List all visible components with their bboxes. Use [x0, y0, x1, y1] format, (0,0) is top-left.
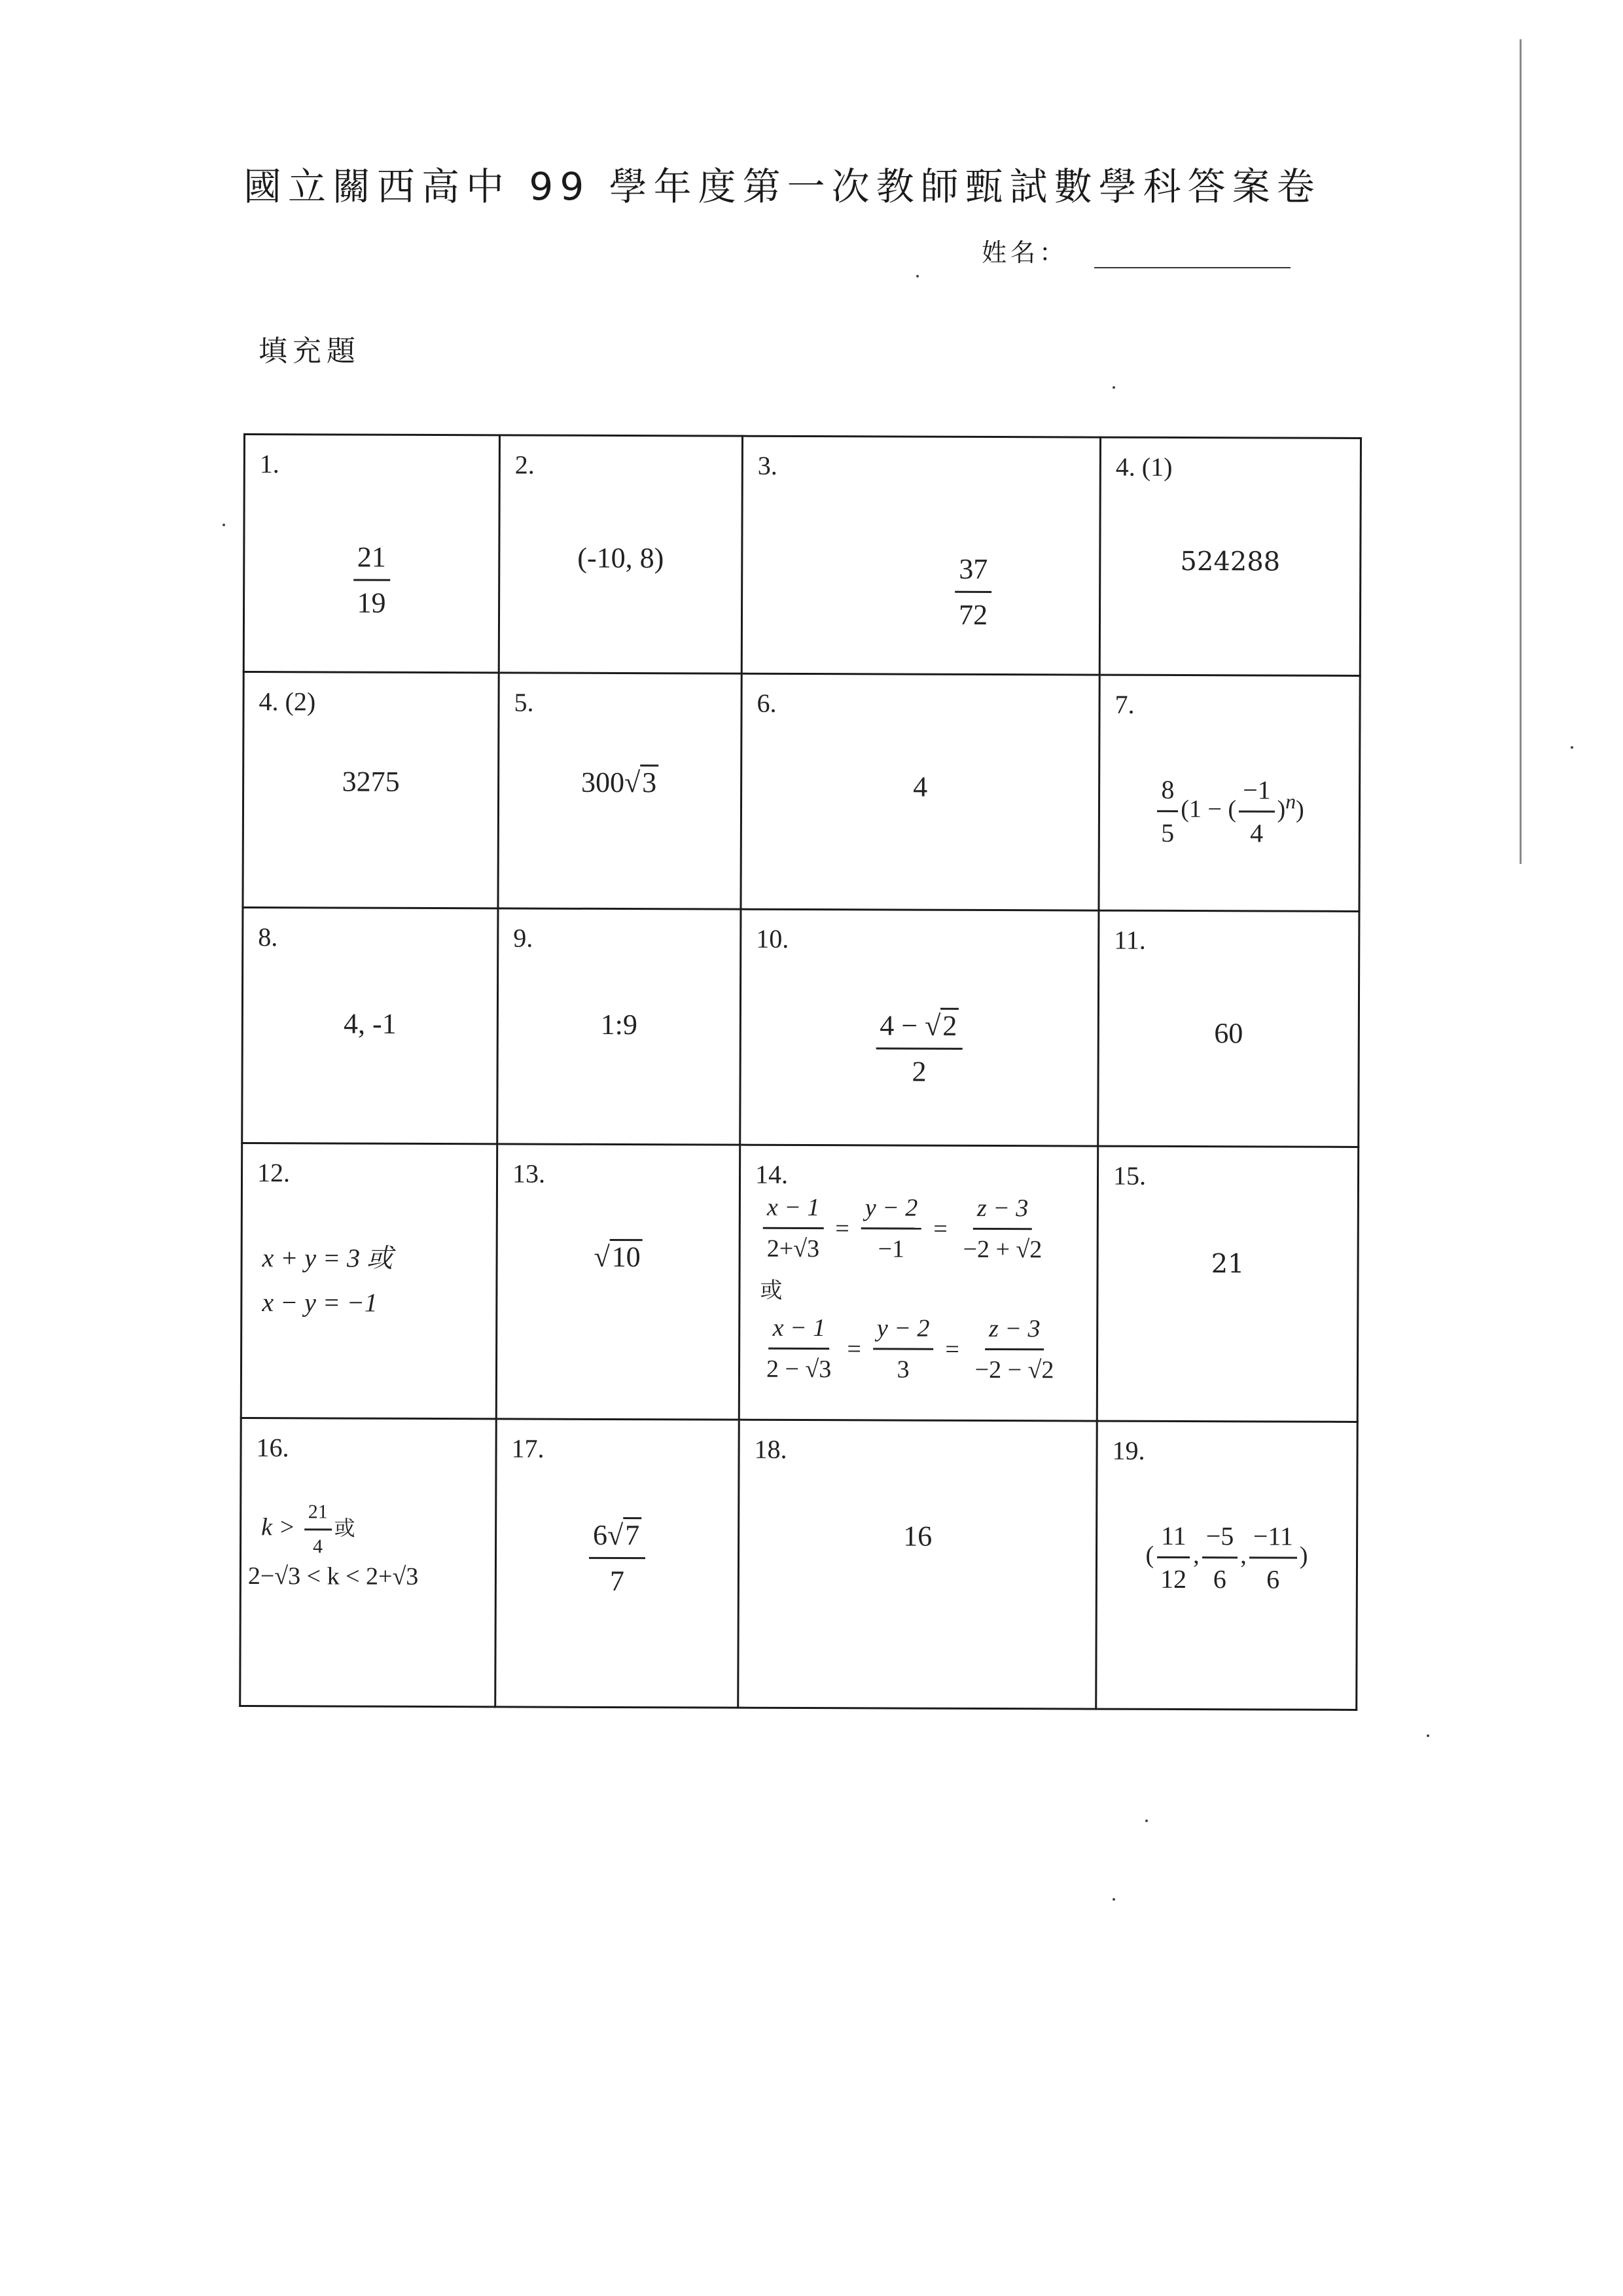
answer-cell-17 — [495, 1419, 740, 1708]
question-number: 2. — [514, 450, 535, 480]
answer-cell-8 — [242, 908, 498, 1144]
question-number: 18. — [754, 1434, 787, 1464]
denominator: 2 — [912, 1055, 927, 1088]
numerator: −1 — [1239, 774, 1275, 812]
denominator: 19 — [357, 586, 386, 619]
numerator: z − 3 — [985, 1314, 1044, 1350]
scan-speck — [1113, 386, 1115, 389]
numerator: 8 — [1157, 774, 1178, 812]
answer-value: 4, -1 — [343, 1007, 397, 1040]
question-number: 12. — [257, 1158, 291, 1188]
answer-line: x − y = −1 — [262, 1287, 378, 1318]
numerator: x − 1 — [763, 1193, 824, 1229]
denominator: 6 — [1213, 1564, 1226, 1594]
answer-cell-19 — [1096, 1421, 1358, 1710]
answer-value — [847, 552, 1099, 632]
scan-speck — [1113, 1898, 1115, 1901]
answer-cell-9 — [497, 908, 741, 1145]
answer-value — [245, 540, 498, 620]
answer-cell-7 — [1099, 675, 1360, 911]
radicand: 2 — [940, 1008, 959, 1042]
name-blank-line[interactable] — [1094, 234, 1291, 268]
answer-value — [248, 1501, 495, 1591]
answer-value: (-10, 8) — [577, 541, 664, 575]
answer-cell-12 — [241, 1143, 497, 1418]
question-number: 15. — [1113, 1160, 1147, 1191]
numerator: z − 3 — [973, 1194, 1033, 1230]
question-number: 9. — [513, 923, 533, 953]
denominator: 5 — [1161, 817, 1175, 848]
inequality-prefix: k > — [261, 1513, 296, 1541]
question-number: 10. — [756, 924, 789, 954]
question-number: 5. — [514, 687, 534, 717]
table-row — [241, 1143, 1358, 1422]
name-label: 姓名： — [982, 238, 1069, 267]
expression-part: (1 − — [1181, 795, 1222, 823]
answer-cell-4-1 — [1099, 437, 1361, 675]
numerator: x − 1 — [769, 1314, 830, 1350]
answer-cell-6 — [741, 673, 1099, 910]
radicand: 3 — [640, 764, 658, 798]
denominator: 2+√3 — [766, 1234, 820, 1263]
coefficient: 6 — [592, 1518, 608, 1551]
answer-value — [497, 1518, 738, 1598]
question-number: 6. — [757, 688, 777, 718]
answer-value: 60 — [1214, 1017, 1243, 1050]
denominator: 2 − √3 — [766, 1355, 832, 1384]
answer-value: 16 — [903, 1520, 933, 1552]
scan-speck — [1145, 1820, 1148, 1822]
answer-cell-1 — [243, 435, 499, 673]
answer-value: 4 — [913, 770, 928, 803]
answer-value: 1:9 — [600, 1008, 638, 1041]
scan-speck — [1427, 1734, 1429, 1737]
answer-value: 524288 — [1180, 546, 1281, 577]
numerator-lead: 4 − — [880, 1009, 918, 1042]
answer-value — [740, 1193, 1097, 1385]
question-number: 1. — [259, 449, 279, 479]
answer-value: ( $\frac{11}{12}$ , $\frac{-5}{6}$ , $\frac{-11}{6}$ ) — [1145, 1520, 1308, 1594]
question-number: 16. — [256, 1433, 289, 1463]
denominator: 6 — [1266, 1564, 1280, 1594]
question-number: 4. (2) — [259, 687, 316, 717]
page-title: 國立關西高中 99 學年度第一次教師甄試數學科答案卷 — [243, 164, 1321, 209]
answer-cell-11 — [1098, 910, 1359, 1147]
answer-cell-16 — [240, 1418, 497, 1706]
table-row — [242, 908, 1359, 1147]
denominator: 3 — [897, 1355, 910, 1384]
denominator: 72 — [958, 598, 988, 631]
denominator: −2 + √2 — [963, 1235, 1043, 1264]
sqrt-symbol: √3 — [624, 766, 658, 799]
denominator: −2 − √2 — [974, 1355, 1054, 1384]
table-row — [240, 1418, 1358, 1710]
exponent: n — [1285, 790, 1296, 814]
numerator: −5 — [1202, 1520, 1238, 1558]
section-label: 填充題 — [259, 334, 361, 368]
scan-speck — [1571, 746, 1573, 749]
question-number: 11. — [1114, 925, 1146, 955]
scanner-edge-line — [1520, 39, 1522, 864]
answer-value — [262, 1236, 495, 1325]
answer-value — [498, 1240, 739, 1274]
denominator: 4 — [1250, 818, 1264, 848]
or-label: 或 — [760, 1277, 783, 1304]
answer-cell-5 — [498, 673, 741, 909]
answer-cell-15 — [1097, 1146, 1358, 1422]
symmetric-equation-2: $\frac{x - 1}{2 - √3}$ = $\frac{y - 2}{3}$ = $\frac{z - 3}{-2 - √2}$ — [740, 1314, 1096, 1385]
question-number: 7. — [1115, 689, 1135, 719]
answer-value — [499, 765, 740, 799]
symmetric-equation-1: $\frac{x - 1}{2+√3}$ = $\frac{y - 2}{-1}$ = $\frac{z - 3}{-2 + √2}$ — [741, 1193, 1097, 1265]
coefficient: 300 — [580, 766, 625, 799]
question-number: 4. (1) — [1115, 452, 1173, 482]
answer-cell-14 — [739, 1145, 1097, 1421]
question-number: 3. — [757, 450, 777, 480]
answer-cell-10 — [740, 909, 1099, 1146]
question-number: 8. — [258, 922, 278, 952]
answer-cell-4-2 — [243, 672, 499, 908]
expression-part: ) — [1295, 795, 1304, 823]
denominator: 7 — [609, 1564, 624, 1598]
answer-value: 21 — [1211, 1249, 1245, 1280]
denominator: −1 — [878, 1235, 905, 1263]
answer-value: $\frac{8}{5}$ (1 − ( $\frac{-1}{4}$ )$^n$) — [1100, 774, 1359, 849]
numerator: 21 — [304, 1501, 332, 1530]
denominator: 4 — [313, 1535, 323, 1558]
table-row — [243, 672, 1360, 912]
answer-table — [239, 433, 1362, 1711]
sqrt-symbol: √7 — [607, 1518, 641, 1552]
question-number: 19. — [1112, 1435, 1145, 1465]
numerator: −11 — [1249, 1520, 1297, 1558]
question-number: 17. — [511, 1433, 544, 1463]
numerator: 11 — [1157, 1520, 1190, 1558]
scan-speck — [223, 524, 225, 526]
numerator: y − 2 — [873, 1314, 934, 1350]
answer-value — [741, 1009, 1097, 1089]
table-row — [243, 435, 1361, 676]
numerator: y − 2 — [861, 1193, 922, 1229]
numerator: 21 — [353, 541, 390, 581]
question-number: 13. — [512, 1158, 546, 1189]
name-field — [982, 232, 1291, 268]
or-label: 或 — [334, 1515, 355, 1541]
answer-line: x + y = 3 或 — [262, 1243, 393, 1273]
answer-cell-3 — [741, 436, 1100, 675]
sqrt-symbol: √2 — [925, 1009, 959, 1043]
answer-cell-18 — [738, 1420, 1097, 1709]
radicand: 7 — [623, 1517, 641, 1551]
question-number: 14. — [755, 1159, 789, 1189]
answer-value: 3275 — [342, 765, 400, 798]
scan-speck — [916, 275, 919, 278]
inequality-line: 2−√3 < k < 2+√3 — [247, 1562, 419, 1590]
sqrt-symbol: √10 — [594, 1240, 642, 1274]
answer-cell-13 — [496, 1144, 740, 1420]
answer-cell-2 — [499, 435, 742, 673]
radicand: 10 — [610, 1239, 643, 1273]
denominator: 12 — [1160, 1564, 1187, 1594]
numerator: 37 — [955, 552, 991, 593]
